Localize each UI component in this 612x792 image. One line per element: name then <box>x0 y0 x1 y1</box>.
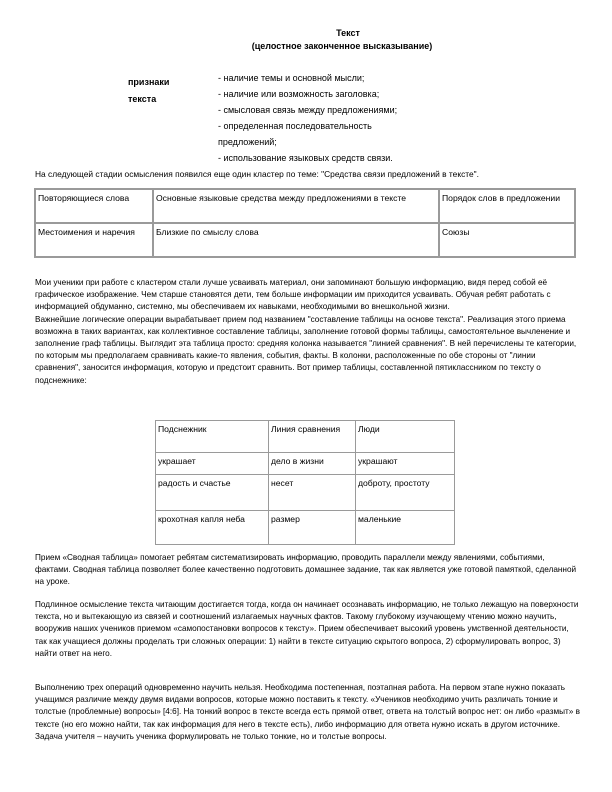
table-row <box>156 511 455 545</box>
heading-subtitle: (целостное законченное высказывание) <box>251 41 433 51</box>
table-row <box>35 189 575 223</box>
table-cell: Порядок слов в предложении <box>439 189 575 223</box>
scheme-items <box>218 70 458 166</box>
table-row <box>35 223 575 257</box>
table-cell: украшает <box>156 453 269 475</box>
paragraph-summary-table: Прием «Сводная таблица» помогает ребятам систематизировать информацию, проводить параллели между явлениями, событиями, фактами. Сводная таблица позволяет более качественно подготовить домашнее задание, так как является уже готовой памяткой, сделанной на уроке. <box>35 553 577 587</box>
body-paragraph <box>35 552 580 589</box>
table-cell: Люди <box>356 421 455 453</box>
table-row <box>156 475 455 511</box>
table-cell: украшают <box>356 453 455 475</box>
table-row <box>156 421 455 453</box>
table-cell: радость и счастье <box>156 475 269 511</box>
body-paragraph <box>35 682 580 743</box>
scheme-item: предложений; <box>218 137 277 147</box>
table-row <box>156 453 455 475</box>
scheme-label-line1: признаки <box>128 77 170 87</box>
snowdrop-comparison-table <box>155 420 455 545</box>
table-cell: Подснежник <box>156 421 269 453</box>
paragraph-stages: Выполнению трех операций одновременно научить нельзя. Необходима постепенная, поэтапная работа. На первом этапе нужно показать учащимся различие между двумя видами вопросов, которые можно поставить к тексту. «Учеников необходимо учить различать тонкие и толстые (проблемные) вопросы» [4:6]. На тонкий вопрос в тексте всегда есть прямой ответ, ответа на толстый вопрос нет: он либо «размыт» в тексте (но его можно найти, так как информация для него в тексте есть), либо информацию для ответа нужно искать в другом источнике. Задача учителя – научить ученика формулировать не только тонкие, но и толстые вопросы. <box>35 683 580 741</box>
scheme-item: - смысловая связь между предложениями; <box>218 105 398 115</box>
table-cell: маленькие <box>356 511 455 545</box>
table-cell: Местоимения и наречия <box>35 223 153 257</box>
scheme-label-line2: текста <box>128 94 157 104</box>
intro-paragraph: На следующей стадии осмысления появился еще один кластер по теме: "Средства связи предложений в тексте". <box>35 169 479 179</box>
table-cell: Основные языковые средства между предложениями в тексте <box>153 189 439 223</box>
paragraph-questions: Подлинное осмысление текста читающим достигается тогда, когда он начинает осознавать информацию, не только лежащую на поверхности текста, но и вытекающую из связей и соотношений излагаемых научных фактов. Такому глубокому изучающему чтению можно научить, вооружив наших учеников приемом «самопостановки вопросов к тексту». Прием обеспечивает высокий уровень умственной деятельности, так как учащиеся должны проделать три сложных операции: 1) найти в тексте ситуацию скрытого вопроса, 2) сформулировать вопрос, 3) найти ответ на него. <box>35 600 579 658</box>
table-cell: крохотная капля неба <box>156 511 269 545</box>
table-cell: несет <box>269 475 356 511</box>
body-paragraph <box>35 277 580 387</box>
scheme-item: - определенная последовательность <box>218 121 372 131</box>
table-cell: размер <box>269 511 356 545</box>
scheme-item: - использование языковых средств связи. <box>218 153 393 163</box>
table-cell: Повторяющиеся слова <box>35 189 153 223</box>
connection-means-table <box>34 188 576 258</box>
scheme-item: - наличие или возможность заголовка; <box>218 89 380 99</box>
table-cell: доброту, простоту <box>356 475 455 511</box>
table-cell: Близкие по смыслу слова <box>153 223 439 257</box>
heading-text: Текст <box>336 28 360 38</box>
paragraph-cluster: Мои ученики при работе с кластером стали лучше усваивать материал, они запоминают большую информацию, видя перед собой её графическое изображение. Чем старше становятся дети, тем больше информации им приходится усваивать. Обучая ребят работать с информацией обдуманно, системно, мы обеспечиваем их навыками, необходимыми во внешкольной жизни. <box>35 278 551 312</box>
scheme-item: - наличие темы и основной мысли; <box>218 73 365 83</box>
table-cell: Линия сравнения <box>269 421 356 453</box>
paragraph-table-method: Важнейшие логические операции вырабатывает прием под названием "составление таблицы на основе текста". Реализация этого приема возможна в таких вариантах, как коллективное составление таблицы, заполнение готовой формы таблицы, самостоятельное вычленение и заполнение граф таблицы. Выглядит эта таблица просто: средняя колонка называется "линией сравнения". В ней перечислены те категории, по которым мы предполагаем сравнивать какие-то явления, события, факты. В колонки, расположенные по обе стороны от "линии сравнения", заносится информация, которую и предстоит сравнить. Вот пример таблицы, составленной пятиклассником по тексту о подснежнике: <box>35 314 577 385</box>
scheme-label <box>128 74 169 108</box>
table-cell: Союзы <box>439 223 575 257</box>
table-cell: дело в жизни <box>269 453 356 475</box>
body-paragraph <box>35 599 580 660</box>
